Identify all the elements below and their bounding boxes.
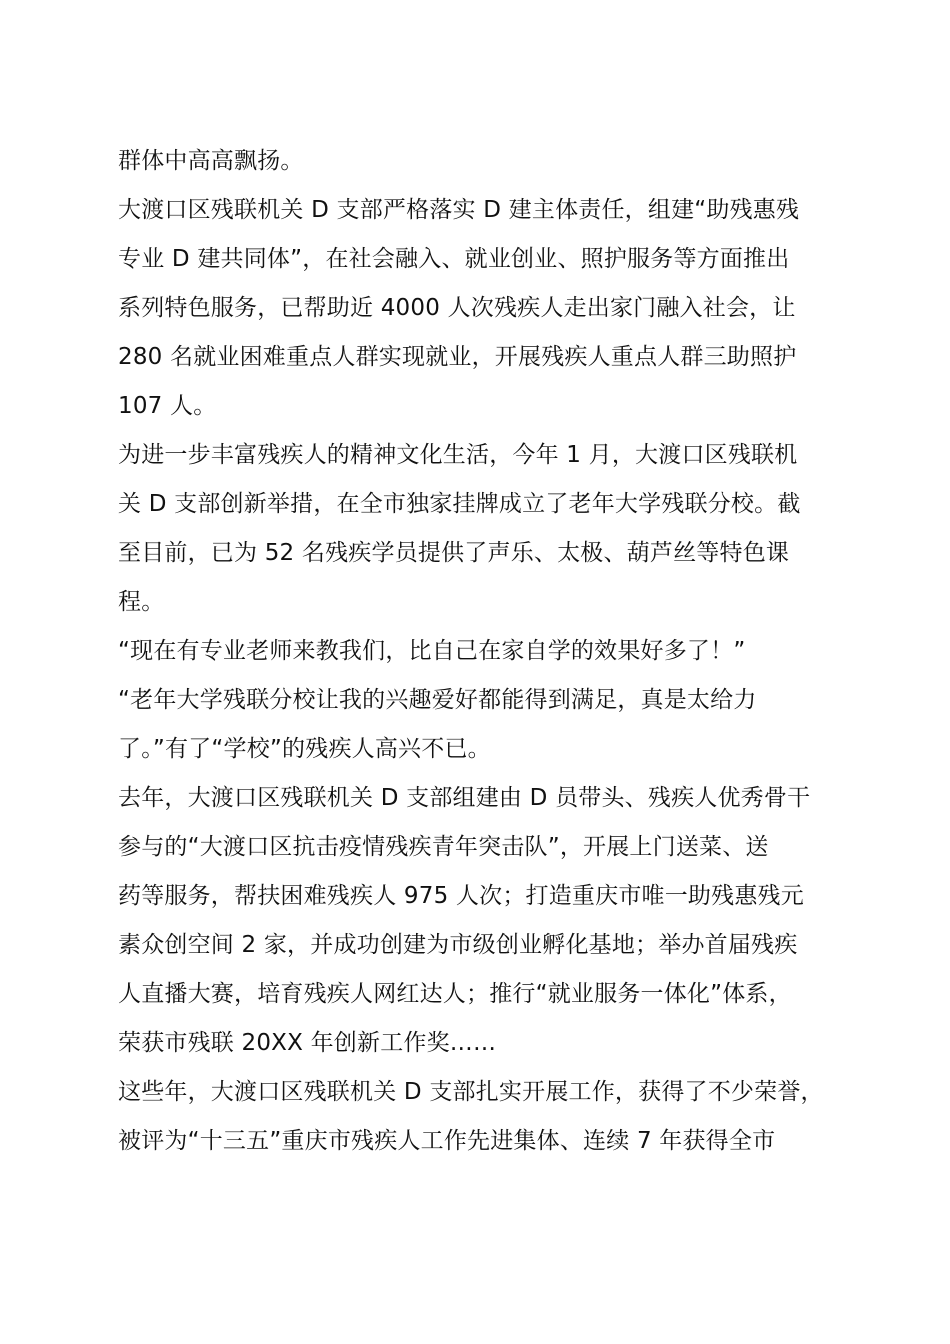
- text-line: 系列特色服务，已帮助近 4000 人次残疾人走出家门融入社会，让: [118, 295, 796, 321]
- document-body: [118, 137, 840, 1166]
- text-line: 人直播大赛，培育残疾人网红达人；推行“就业服务一体化”体系，: [118, 981, 792, 1007]
- text-line: 至目前，已为 52 名残疾学员提供了声乐、太极、葫芦丝等特色课: [118, 540, 790, 566]
- text-line: 程。: [118, 589, 165, 615]
- text-line: “现在有专业老师来教我们，比自己在家自学的效果好多了！”: [118, 638, 746, 664]
- text-line: 素众创空间 2 家，并成功创建为市级创业孵化基地；举办首届残疾: [118, 932, 798, 958]
- text-line: 去年，大渡口区残联机关 D 支部组建由 D 员带头、残疾人优秀骨干: [118, 785, 811, 811]
- text-line: 荣获市残联 20XX 年创新工作奖……: [118, 1030, 497, 1056]
- text-line: 关 D 支部创新举措，在全市独家挂牌成立了老年大学残联分校。截: [118, 491, 801, 517]
- text-line: 了。”有了“学校”的残疾人高兴不已。: [118, 736, 491, 762]
- text-line: 这些年，大渡口区残联机关 D 支部扎实开展工作，获得了不少荣誉，: [118, 1079, 824, 1105]
- text-line: 为进一步丰富残疾人的精神文化生活，今年 1 月，大渡口区残联机: [118, 442, 798, 468]
- text-line: 大渡口区残联机关 D 支部严格落实 D 建主体责任，组建“助残惠残: [118, 197, 800, 223]
- text-line: 280 名就业困难重点人群实现就业，开展残疾人重点人群三助照护: [118, 344, 797, 370]
- text-line: “老年大学残联分校让我的兴趣爱好都能得到满足，真是太给力: [118, 687, 757, 713]
- text-line: 药等服务，帮扶困难残疾人 975 人次；打造重庆市唯一助残惠残元: [118, 883, 804, 909]
- text-line: 107 人。: [118, 393, 217, 419]
- text-line: 专业 D 建共同体”，在社会融入、就业创业、照护服务等方面推出: [118, 246, 790, 272]
- text-line: 被评为“十三五”重庆市残疾人工作先进集体、连续 7 年获得全市: [118, 1128, 776, 1154]
- text-line: 参与的“大渡口区抗击疫情残疾青年突击队”，开展上门送菜、送: [118, 834, 769, 860]
- text-line: 群体中高高飘扬。: [118, 148, 304, 174]
